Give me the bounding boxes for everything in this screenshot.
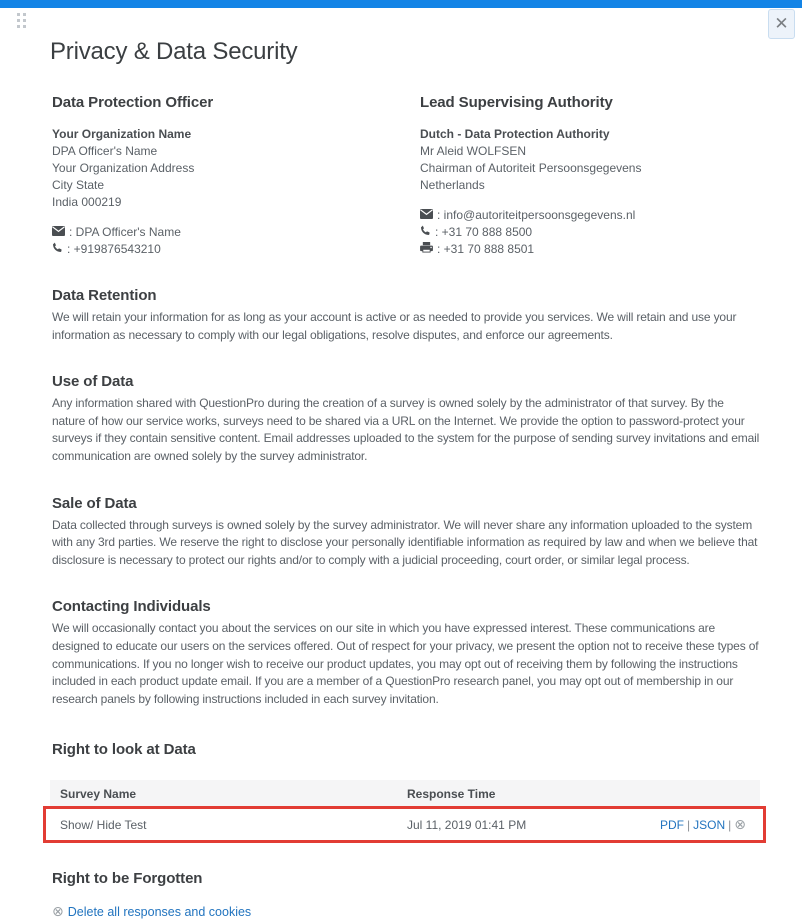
dpo-email-value: : DPA Officer's Name: [69, 225, 181, 239]
lead-supervising-authority-block: [420, 94, 762, 258]
lsa-fax-line: [420, 241, 762, 258]
contact-columns: [52, 94, 762, 258]
delete-all-link-row[interactable]: [52, 904, 802, 920]
lsa-email-line: [420, 207, 762, 224]
dpo-line: DPA Officer's Name: [52, 144, 158, 158]
close-button[interactable]: [768, 9, 795, 39]
delete-response-icon[interactable]: ⊗: [734, 816, 746, 833]
lsa-org-name: Dutch - Data Protection Authority: [420, 127, 610, 141]
lsa-line: Mr Aleid WOLFSEN: [420, 144, 527, 158]
survey-name-cell: Show/ Hide Test: [60, 817, 147, 832]
dpo-contact-block: [52, 224, 420, 258]
section-use-of-data: [52, 373, 760, 465]
dpo-line: Your Organization Address: [52, 161, 195, 175]
pdf-download-link[interactable]: PDF: [660, 817, 684, 832]
responses-table: [50, 780, 760, 841]
section-body: We will retain your information for as long as your account is active or as needed to provide you services. We will retain and use your information as necessary to comply with our legal obligations, resolve disputes, and enforce our agreements.: [52, 310, 737, 342]
lsa-email-value: : info@autoriteitpersoonsgegevens.nl: [437, 208, 636, 222]
table-header-row: [50, 780, 760, 809]
dpo-phone-line: [52, 241, 420, 258]
json-download-link[interactable]: JSON: [693, 817, 726, 832]
section-body: Data collected through surveys is owned solely by the survey administrator. We will never share any information uploaded to the system with any 3rd parties. We reserve the right to disclose your personally identifiable information as required by law and when we believe that disclosure is necessary to protect our rights and/or to comply with a judicial proceeding, court order, or similar legal process.: [52, 517, 758, 567]
delete-all-responses-link[interactable]: Delete all responses and cookies: [67, 905, 252, 920]
right-to-look-heading: Right to look at Data: [52, 741, 196, 759]
dpo-heading: Data Protection Officer: [52, 94, 214, 111]
section-data-retention: [52, 287, 760, 344]
table-row[interactable]: [50, 809, 760, 841]
row-actions-cell: [592, 817, 760, 833]
dpo-email-line: [52, 224, 420, 241]
close-icon: ✕: [774, 14, 789, 34]
email-icon: [420, 207, 437, 224]
right-to-be-forgotten-heading: Right to be Forgotten: [52, 870, 203, 888]
section-contacting-individuals: [52, 598, 760, 708]
dpo-org-name: Your Organization Name: [52, 127, 192, 141]
dpo-line: City State: [52, 178, 105, 192]
fax-icon: [420, 241, 437, 258]
page-title: Privacy & Data Security: [50, 38, 298, 65]
phone-icon: [420, 224, 435, 241]
lsa-line: Netherlands: [420, 178, 485, 192]
section-body: We will occasionally contact you about the services on our site in which you have expressed interest. These communications are designed to educate our users on the services offered. Out of respect for your privacy, we present the option not to receive these types of communications. If you no longer wish to receive our product updates, you may opt out of receiving them by following the instructions included in each product update email. If you are a member of a QuestionPro research panel, you may opt out of membership in our research panels by following instructions included in each survey invitation.: [52, 621, 759, 706]
section-heading: Use of Data: [52, 373, 134, 391]
separator: |: [728, 817, 732, 832]
response-time-cell: Jul 11, 2019 01:41 PM: [407, 817, 527, 832]
phone-icon: [52, 241, 67, 258]
section-heading: Data Retention: [52, 287, 157, 304]
dpo-line: India 000219: [52, 195, 122, 209]
section-body: Any information shared with QuestionPro during the creation of a survey is owned solely by the administrator of that survey. By the nature of how our service works, surveys need to be shared via a URL on the Internet. We provide the option to password-protect your surveys if they contain sensitive content. Email addresses uploaded to the system for the purpose of sending survey invitations and email communication are owned solely by the survey administrator.: [52, 396, 760, 463]
email-icon: [52, 224, 69, 241]
lsa-heading: Lead Supervising Authority: [420, 94, 613, 111]
separator: |: [687, 817, 691, 832]
column-header-response-time: Response Time: [407, 787, 496, 802]
lsa-phone-value: : +31 70 888 8500: [435, 225, 533, 239]
column-header-survey-name: Survey Name: [60, 787, 137, 802]
drag-handle-icon[interactable]: [17, 13, 26, 28]
section-sale-of-data: [52, 495, 760, 570]
section-heading: Contacting Individuals: [52, 598, 211, 616]
lsa-line: Chairman of Autoriteit Persoonsgegevens: [420, 161, 642, 175]
lsa-contact-block: [420, 207, 762, 258]
lsa-fax-value: : +31 70 888 8501: [437, 242, 535, 256]
delete-all-icon: ⊗: [52, 904, 64, 920]
lsa-phone-line: [420, 224, 762, 241]
dialog-top-accent-bar: [0, 0, 802, 8]
data-protection-officer-block: [52, 94, 420, 258]
dpo-phone-value: : +919876543210: [67, 242, 161, 256]
section-heading: Sale of Data: [52, 494, 137, 512]
